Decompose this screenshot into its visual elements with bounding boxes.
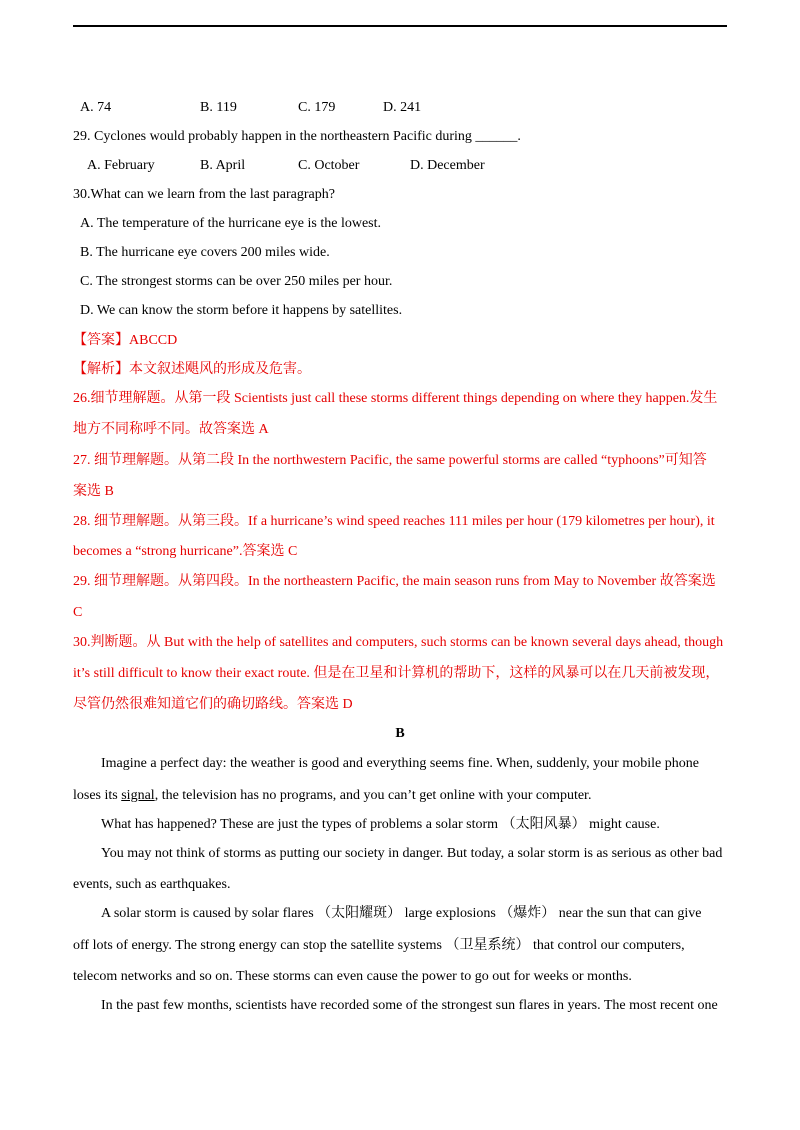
passage-line: Imagine a perfect day: the weather is good and everything seems fine. When, suddenly, your mobile phone [101,756,699,771]
underlined-word-signal: signal [121,788,155,803]
passage-line: telecom networks and so on. These storms can even cause the power to go out for weeks or months. [73,969,632,984]
q28-option-a: A. 74 [80,100,112,115]
passage-line: events, such as earthquakes. [73,877,231,892]
passage-line: In the past few months, scientists have recorded some of the strongest sun flares in years. The most recent one [101,998,718,1013]
explanation-line: 案选 B [73,484,114,499]
passage-line: A solar storm is caused by solar flares （太阳耀斑） large explosions （爆炸） near the sun that can give [101,906,702,921]
passage-text: loses its [73,788,122,803]
passage-line: off lots of energy. The strong energy can stop the satellite systems （卫星系统） that control our computers, [73,938,685,953]
q29-question: 29. Cyclones would probably happen in the northeastern Pacific during ______. [73,129,521,144]
q30-question: 30.What can we learn from the last paragraph? [73,187,335,202]
explanation-line: it’s still difficult to know their exact route. 但是在卫星和计算机的帮助下，这样的风暴可以在几天前被发现， [73,666,720,681]
explanation-line: becomes a “strong hurricane”.答案选 C [73,544,298,559]
explanation-line: 尽管仍然很难知道它们的确切路线。答案选 D [73,697,353,712]
explanation-line: 27. 细节理解题。从第二段 In the northwestern Pacific, the same powerful storms are called “typhoons”可知答 [73,453,707,468]
q28-option-b: B. 119 [200,100,237,115]
q30-option-a: A. The temperature of the hurricane eye is the lowest. [80,216,382,231]
passage-line: You may not think of storms as putting our society in danger. But today, a solar storm is as serious as other bad [101,846,723,861]
explanation-line: 30.判断题。从 But with the help of satellites and computers, such storms can be known several days ahead, though [73,635,724,650]
passage-title: B [395,726,405,741]
q28-option-c: C. 179 [298,100,336,115]
passage-line [73,787,591,805]
q29-option-b: B. April [200,158,246,173]
explanation-line: 26.细节理解题。从第一段 Scientists just call these storms different things depending on where they happen.发生 [73,391,718,406]
analysis-label: 【解析】本文叙述飓风的形成及危害。 [73,362,311,377]
passage-line: What has happened? These are just the types of problems a solar storm （太阳风暴） might cause. [101,817,660,832]
explanation-line: C [73,605,83,620]
q30-option-b: B. The hurricane eye covers 200 miles wide. [80,245,330,260]
header-rule [73,25,727,27]
q29-option-c: C. October [298,158,360,173]
explanation-line: 地方不同称呼不同。故答案选 A [73,422,269,437]
explanation-line: 29. 细节理解题。从第四段。In the northeastern Pacific, the main season runs from May to November 故答案选 [73,574,716,589]
answer-label: 【答案】ABCCD [73,333,178,348]
q28-option-d: D. 241 [383,100,422,115]
q30-option-d: D. We can know the storm before it happens by satellites. [80,303,403,318]
q30-option-c: C. The strongest storms can be over 250 miles per hour. [80,274,393,289]
q29-option-a: A. February [87,158,155,173]
q29-option-d: D. December [410,158,485,173]
passage-text: , the television has no programs, and you can’t get online with your computer. [154,788,592,803]
explanation-line: 28. 细节理解题。从第三段。If a hurricane’s wind speed reaches 111 miles per hour (179 kilometres per hour), it [73,514,715,529]
